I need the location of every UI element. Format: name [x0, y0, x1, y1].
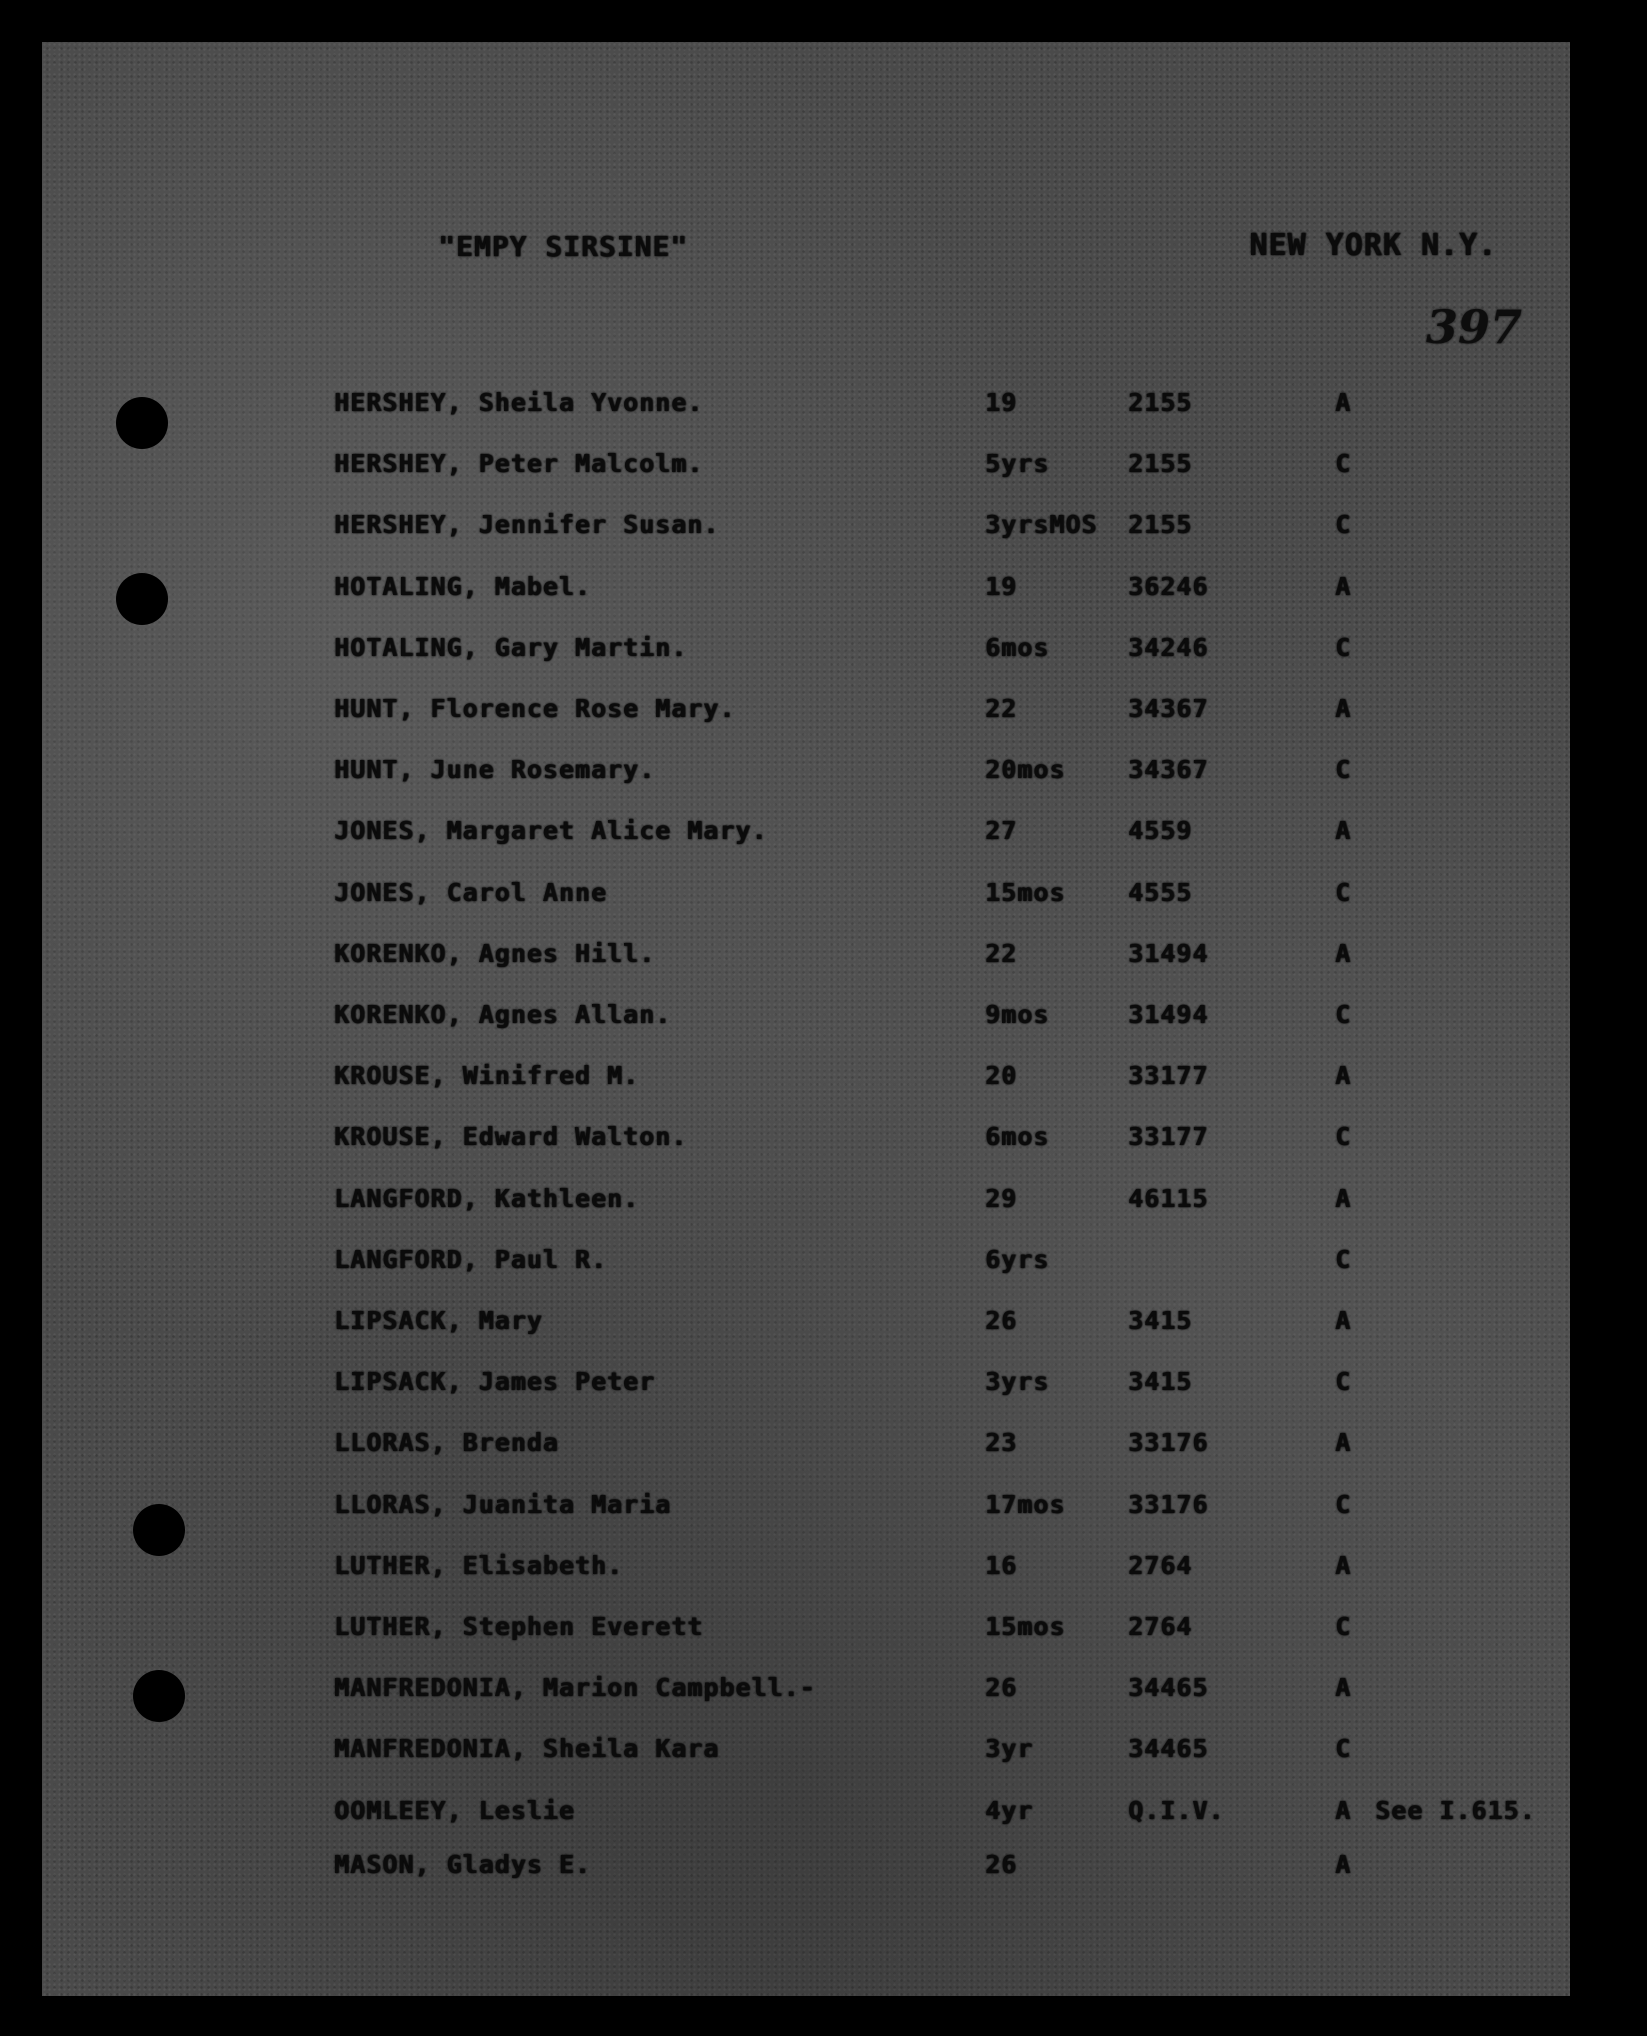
- list-title: "EMPY SIRSINE": [438, 230, 689, 263]
- entry-age: 5yrs: [985, 449, 1050, 478]
- entry-age: 3yrs: [985, 1367, 1050, 1396]
- entry-class: C: [1335, 1122, 1352, 1151]
- entry-name: HUNT, June Rosemary.: [334, 755, 656, 784]
- entry-class: C: [1335, 1734, 1352, 1763]
- table-row: [0, 388, 1647, 428]
- entry-age: 3yrsMOS: [985, 510, 1098, 539]
- entry-age: 16: [985, 1551, 1018, 1580]
- entry-age: 26: [985, 1306, 1018, 1335]
- entry-class: C: [1335, 1490, 1352, 1519]
- entry-class: C: [1335, 1245, 1352, 1274]
- entry-name: MANFREDONIA, Sheila Kara: [334, 1734, 720, 1763]
- entry-class: A: [1335, 1673, 1352, 1702]
- entry-age: 15mos: [985, 878, 1066, 907]
- entry-age: 22: [985, 694, 1018, 723]
- entry-age: 20mos: [985, 755, 1066, 784]
- entry-reference-number: 34246: [1128, 633, 1209, 662]
- table-row: [0, 1551, 1647, 1591]
- entry-class: A: [1335, 1184, 1352, 1213]
- entry-note: See I.615.: [1375, 1796, 1536, 1825]
- table-row: [0, 1796, 1647, 1836]
- entry-reference-number: 31494: [1128, 1000, 1209, 1029]
- entry-age: 9mos: [985, 1000, 1050, 1029]
- table-row: [0, 755, 1647, 795]
- entry-reference-number: 36246: [1128, 572, 1209, 601]
- entry-reference-number: 33176: [1128, 1428, 1209, 1457]
- table-row: [0, 1428, 1647, 1468]
- table-row: [0, 1367, 1647, 1407]
- entry-name: JONES, Carol Anne: [334, 878, 607, 907]
- entry-age: 19: [985, 572, 1018, 601]
- table-row: [0, 510, 1647, 550]
- entry-name: HERSHEY, Peter Malcolm.: [334, 449, 704, 478]
- entry-reference-number: 34465: [1128, 1673, 1209, 1702]
- table-row: [0, 1306, 1647, 1346]
- table-row: [0, 633, 1647, 673]
- entry-age: 26: [985, 1673, 1018, 1702]
- entry-reference-number: 33177: [1128, 1122, 1209, 1151]
- entry-name: OOMLEEY, Leslie: [334, 1796, 575, 1825]
- table-row: [0, 816, 1647, 856]
- entry-reference-number: 3415: [1128, 1367, 1193, 1396]
- entry-class: A: [1335, 1551, 1352, 1580]
- entry-age: 23: [985, 1428, 1018, 1457]
- entry-class: A: [1335, 1306, 1352, 1335]
- table-row: [0, 1000, 1647, 1040]
- entry-age: 22: [985, 939, 1018, 968]
- entry-name: LUTHER, Elisabeth.: [334, 1551, 623, 1580]
- table-row: [0, 694, 1647, 734]
- table-row: [0, 1850, 1647, 1890]
- entry-class: C: [1335, 878, 1352, 907]
- entry-class: A: [1335, 388, 1352, 417]
- entry-name: HERSHEY, Jennifer Susan.: [334, 510, 720, 539]
- entry-reference-number: 34367: [1128, 755, 1209, 784]
- entry-name: KORENKO, Agnes Allan.: [334, 1000, 672, 1029]
- entry-name: HOTALING, Gary Martin.: [334, 633, 688, 662]
- table-row: [0, 878, 1647, 918]
- entry-class: A: [1335, 694, 1352, 723]
- entry-reference-number: 31494: [1128, 939, 1209, 968]
- entry-class: A: [1335, 939, 1352, 968]
- table-row: [0, 939, 1647, 979]
- entry-class: C: [1335, 633, 1352, 662]
- location-heading: NEW YORK N.Y.: [1249, 228, 1497, 263]
- entry-reference-number: 33177: [1128, 1061, 1209, 1090]
- entry-reference-number: 2764: [1128, 1551, 1193, 1580]
- entry-class: A: [1335, 1850, 1352, 1879]
- entry-name: KROUSE, Edward Walton.: [334, 1122, 688, 1151]
- entry-age: 6mos: [985, 1122, 1050, 1151]
- entry-reference-number: 34465: [1128, 1734, 1209, 1763]
- entry-name: HUNT, Florence Rose Mary.: [334, 694, 736, 723]
- entry-age: 15mos: [985, 1612, 1066, 1641]
- entry-reference-number: 46115: [1128, 1184, 1209, 1213]
- entry-age: 17mos: [985, 1490, 1066, 1519]
- entry-class: C: [1335, 449, 1352, 478]
- entry-reference-number: 3415: [1128, 1306, 1193, 1335]
- entry-name: KROUSE, Winifred M.: [334, 1061, 639, 1090]
- entry-reference-number: 33176: [1128, 1490, 1209, 1519]
- table-row: [0, 449, 1647, 489]
- table-row: [0, 1490, 1647, 1530]
- entry-name: HERSHEY, Sheila Yvonne.: [334, 388, 704, 417]
- entry-age: 20: [985, 1061, 1018, 1090]
- entry-class: C: [1335, 510, 1352, 539]
- entry-name: HOTALING, Mabel.: [334, 572, 591, 601]
- entry-age: 29: [985, 1184, 1018, 1213]
- entry-name: LIPSACK, Mary: [334, 1306, 543, 1335]
- entry-reference-number: 4559: [1128, 816, 1193, 845]
- entry-class: A: [1335, 1061, 1352, 1090]
- entry-reference-number: 2155: [1128, 449, 1193, 478]
- entry-age: 26: [985, 1850, 1018, 1879]
- table-row: [0, 1245, 1647, 1285]
- entry-age: 3yr: [985, 1734, 1034, 1763]
- entry-age: 6yrs: [985, 1245, 1050, 1274]
- entry-reference-number: Q.I.V.: [1128, 1796, 1225, 1825]
- entry-class: C: [1335, 1000, 1352, 1029]
- entry-name: MASON, Gladys E.: [334, 1850, 591, 1879]
- page-number: 397: [1425, 300, 1522, 354]
- entry-class: A: [1335, 1428, 1352, 1457]
- entry-age: 4yr: [985, 1796, 1034, 1825]
- entry-age: 19: [985, 388, 1018, 417]
- entry-name: LLORAS, Brenda: [334, 1428, 559, 1457]
- table-row: [0, 1122, 1647, 1162]
- table-row: [0, 1612, 1647, 1652]
- entry-class: A: [1335, 1796, 1352, 1825]
- entry-reference-number: 4555: [1128, 878, 1193, 907]
- table-row: [0, 1184, 1647, 1224]
- entry-reference-number: 2764: [1128, 1612, 1193, 1641]
- entry-class: A: [1335, 572, 1352, 601]
- entry-class: C: [1335, 1612, 1352, 1641]
- entry-reference-number: 2155: [1128, 510, 1193, 539]
- entry-class: A: [1335, 816, 1352, 845]
- entry-name: LLORAS, Juanita Maria: [334, 1490, 672, 1519]
- entry-name: KORENKO, Agnes Hill.: [334, 939, 656, 968]
- table-row: [0, 1673, 1647, 1713]
- entry-class: C: [1335, 755, 1352, 784]
- entry-name: LUTHER, Stephen Everett: [334, 1612, 704, 1641]
- entry-name: MANFREDONIA, Marion Campbell.-: [334, 1673, 816, 1702]
- entry-name: LANGFORD, Kathleen.: [334, 1184, 639, 1213]
- entry-name: LIPSACK, James Peter: [334, 1367, 656, 1396]
- entry-name: JONES, Margaret Alice Mary.: [334, 816, 768, 845]
- table-row: [0, 572, 1647, 612]
- entry-class: C: [1335, 1367, 1352, 1396]
- entry-age: 27: [985, 816, 1018, 845]
- table-row: [0, 1061, 1647, 1101]
- table-row: [0, 1734, 1647, 1774]
- entry-age: 6mos: [985, 633, 1050, 662]
- entry-reference-number: 2155: [1128, 388, 1193, 417]
- entry-reference-number: 34367: [1128, 694, 1209, 723]
- entry-name: LANGFORD, Paul R.: [334, 1245, 607, 1274]
